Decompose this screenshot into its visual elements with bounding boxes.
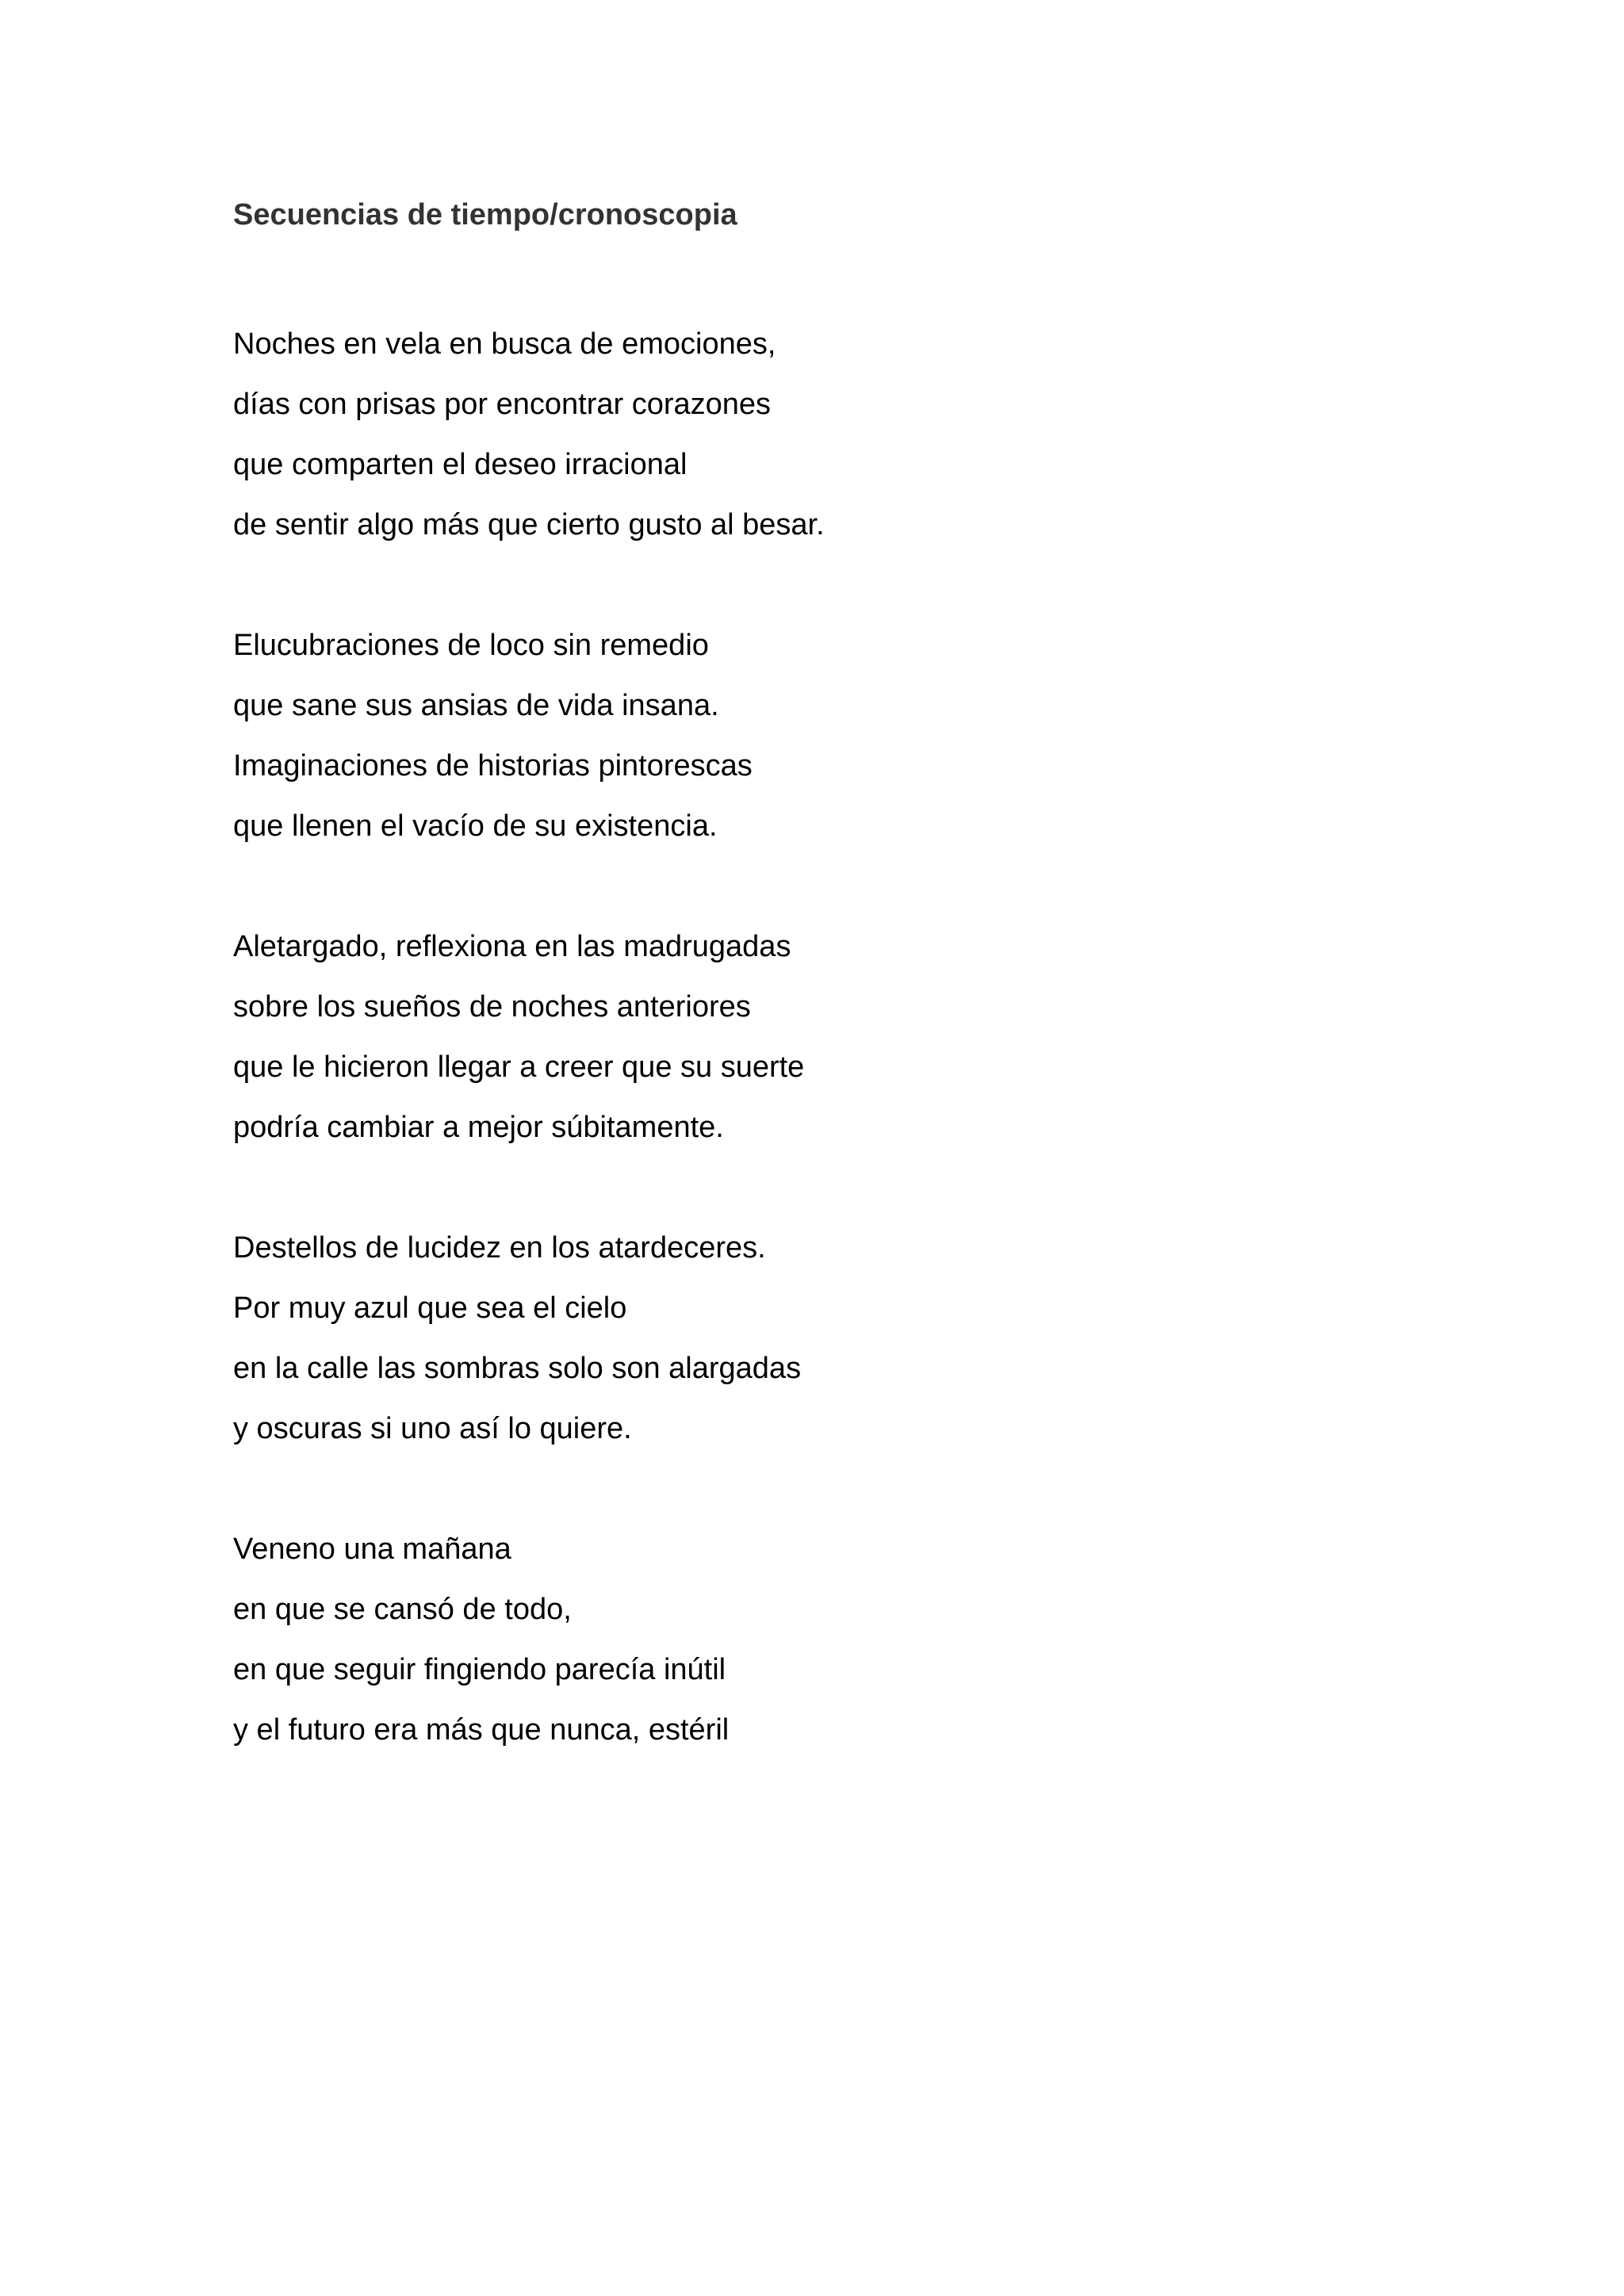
poem-line: sobre los sueños de noches anteriores xyxy=(233,990,751,1024)
poem-line: que sane sus ansias de vida insana. xyxy=(233,689,719,722)
poem-line: en la calle las sombras solo son alargadas xyxy=(233,1352,802,1385)
poem-line: y el futuro era más que nunca, estéril xyxy=(233,1713,730,1747)
poem-line: en que seguir fingiendo parecía inútil xyxy=(233,1653,726,1686)
poem-line: de sentir algo más que cierto gusto al besar. xyxy=(233,508,825,541)
poem-line: Aletargado, reflexiona en las madrugadas xyxy=(233,930,791,963)
stanza-4 xyxy=(233,1218,1423,1459)
poem-line: podría cambiar a mejor súbitamente. xyxy=(233,1111,724,1144)
stanza-3 xyxy=(233,916,1423,1158)
poem-line: días con prisas por encontrar corazones xyxy=(233,388,772,421)
stanza-5 xyxy=(233,1519,1423,1760)
poem-line: Noches en vela en busca de emociones, xyxy=(233,327,776,361)
poem-line: Por muy azul que sea el cielo xyxy=(233,1292,627,1325)
poem-line: que comparten el deseo irracional xyxy=(233,448,688,481)
poem-line: Veneno una mañana xyxy=(233,1533,511,1566)
stanza-1 xyxy=(233,314,1423,555)
poem-title: Secuencias de tiempo/cronoscopia xyxy=(233,198,737,232)
poem-line: que le hicieron llegar a creer que su suerte xyxy=(233,1050,805,1084)
poem-line: Imaginaciones de historias pintorescas xyxy=(233,749,753,783)
stanza-2 xyxy=(233,615,1423,856)
poem-line: que llenen el vacío de su existencia. xyxy=(233,809,718,843)
poem-line: en que se cansó de todo, xyxy=(233,1593,572,1626)
poem-line: y oscuras si uno así lo quiere. xyxy=(233,1412,632,1445)
poem-line: Destellos de lucidez en los atardeceres. xyxy=(233,1231,766,1265)
poem-line: Elucubraciones de loco sin remedio xyxy=(233,629,709,662)
